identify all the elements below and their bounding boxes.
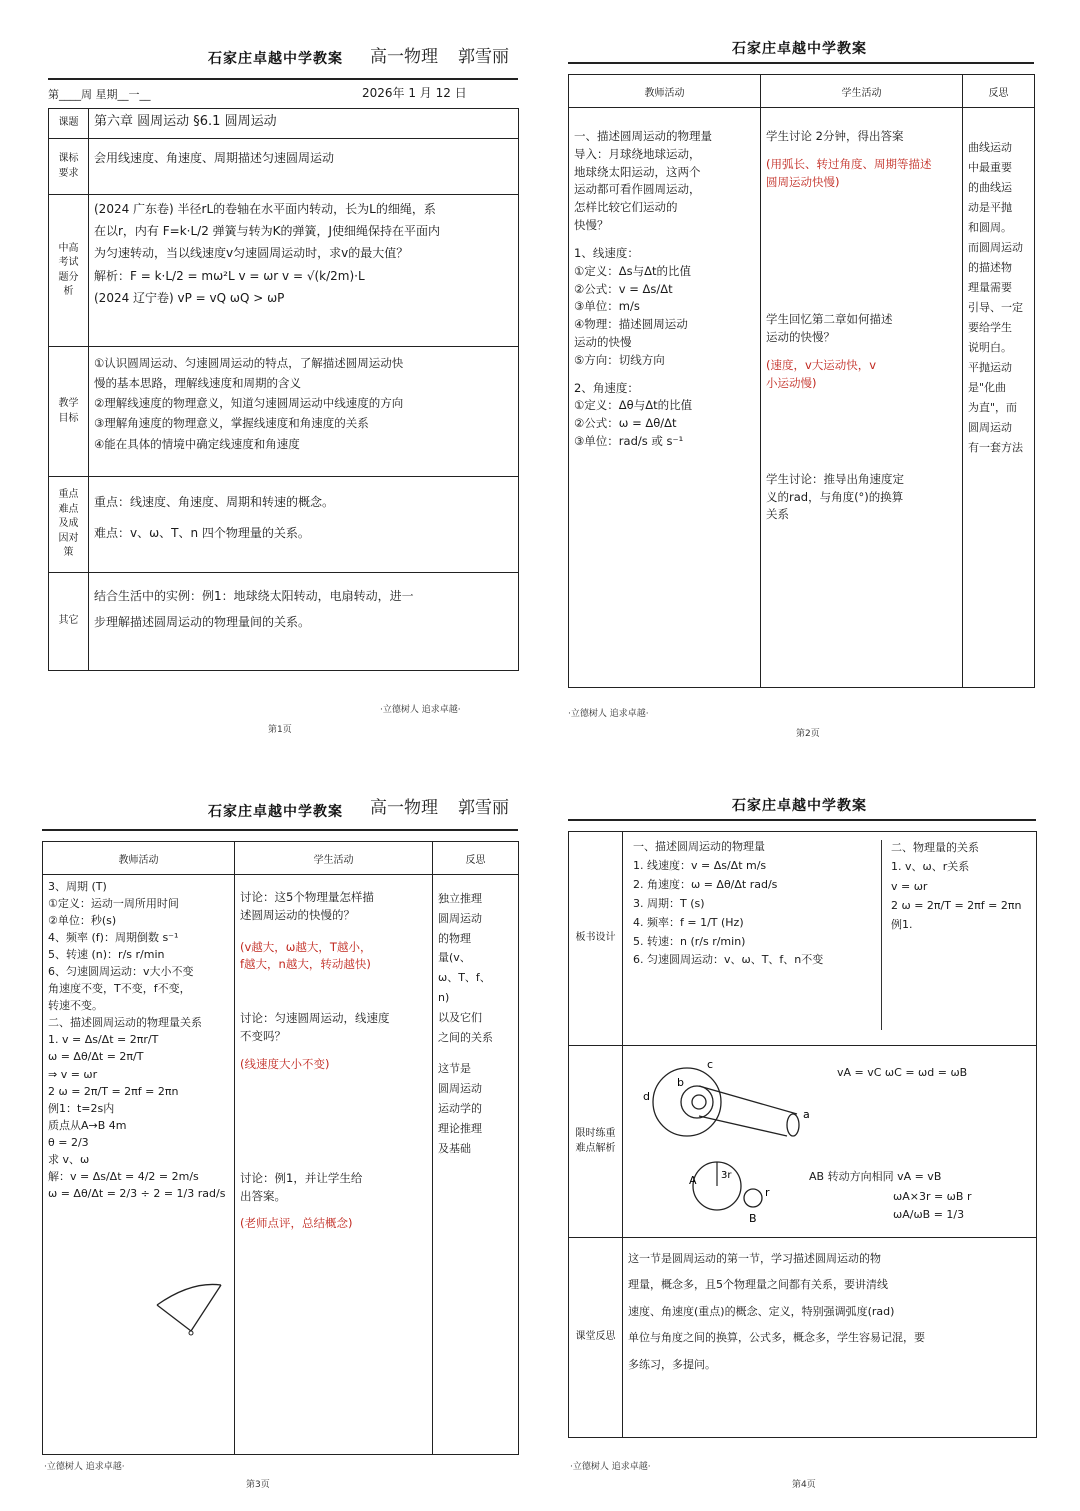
board-line: 一、描述圆周运动的物理量: [633, 840, 765, 853]
reflection-line: 理论推理: [438, 1121, 482, 1135]
student-line: 义的rad，与角度(°)的换算: [766, 489, 904, 504]
teacher-line: 运动的快慢: [574, 334, 632, 349]
page-title: 石家庄卓越中学教案: [732, 798, 867, 814]
inner-wheel: [681, 1086, 713, 1118]
teacher-line: ⑤方向：切线方向: [574, 352, 665, 367]
reflection-line: 多练习，多提问。: [628, 1357, 716, 1371]
student-line: 讨论：例1，并让学生给: [240, 1170, 363, 1185]
reflection-line: 平抛运动: [968, 361, 1012, 375]
teacher-line: ⇒ v = ωr: [48, 1067, 98, 1081]
objective-line: ③理解角速度的物理意义，掌握线速度和角速度的关系: [94, 416, 369, 431]
student-answer-line: (速度，v大运动快，v: [766, 358, 877, 373]
signature-course: 高一物理: [370, 47, 438, 67]
teacher-line: 地球绕太阳运动，这两个: [574, 164, 701, 179]
footer-motto: ·立德树人 追求卓越·: [570, 1462, 651, 1472]
signature-course: 高一物理: [370, 798, 438, 818]
key-point-line: 重点：线速度、角速度、周期和转速的概念。: [94, 495, 335, 509]
reflection-line: 运动学的: [438, 1101, 482, 1115]
label-d: d: [643, 1090, 650, 1103]
board-line: 4. 频率：f = 1/T (Hz): [633, 915, 744, 929]
student-line: 不变吗？: [240, 1029, 286, 1044]
teacher-line: 2 ω = 2π/T = 2πf = 2πn: [48, 1084, 179, 1098]
page-title: 石家庄卓越中学教案: [208, 51, 343, 67]
teacher-line: 二、描述圆周运动的物理量关系: [48, 1016, 202, 1030]
label-3r: 3r: [721, 1170, 732, 1181]
teacher-line: 3、周期 (T): [48, 880, 107, 893]
reflection-line: 动是平抛: [968, 201, 1012, 215]
teacher-line: 导入：月球绕地球运动，: [574, 146, 701, 161]
reflection-line: 的曲线运: [968, 181, 1012, 195]
lesson-plan-page-4: [560, 775, 1040, 1495]
teacher-line: 求 v、ω: [48, 1152, 90, 1166]
row-label: 课堂反思: [569, 1238, 623, 1438]
reflection-line: 速度、角速度(重点)的概念、定义，特别强调弧度(rad): [628, 1304, 895, 1318]
reflection-line: 单位与角度之间的换算，公式多，概念多，学生容易记混，要: [628, 1331, 925, 1345]
objective-line: 慢的基本思路，理解线速度和周期的含义: [94, 376, 301, 391]
reflection-line: 圆周运动: [438, 911, 482, 925]
reflection-line: 说明白。: [968, 341, 1012, 355]
exam-line: (2024 广东卷) 半径rL的卷轴在水平面内转动，长为L的细绳，系: [94, 202, 436, 216]
footer-motto: ·立德树人 追求卓越·: [44, 1462, 125, 1472]
student-line: 讨论：这5个物理量怎样描: [240, 890, 374, 904]
drill-equation: ωA×3r = ωB r: [893, 1190, 972, 1203]
student-line: 运动的快慢？: [766, 330, 835, 345]
exam-line: 解析：F = k·L/2 = mω²L v = ωr v = √(k/2m)·L: [94, 268, 365, 283]
week-line: 第____周 星期__一__: [48, 88, 151, 101]
teacher-line: ③单位：m/s: [574, 299, 640, 314]
student-answer-line: (线速度大小不变): [240, 1056, 330, 1071]
belt-top: [699, 1086, 797, 1114]
title-rule: [48, 78, 518, 80]
signature-name: 郭雪丽: [458, 798, 509, 818]
row-label: 板书设计: [569, 832, 623, 1046]
label-B: B: [749, 1212, 757, 1225]
reflection-line: 有一套方法: [968, 441, 1023, 455]
reflection-line: 和圆周。: [968, 221, 1012, 235]
reflection-line: 理量，概念多，且5个物理量之间都有关系，要讲清线: [628, 1278, 888, 1292]
student-line: 学生讨论：推导出角速度定: [766, 471, 904, 486]
board-table: [568, 831, 1037, 1438]
row-label: 课标要求: [49, 139, 89, 195]
reflection-line: 引导、一定: [968, 301, 1023, 315]
teacher-line: 6、匀速圆周运动：v大小不变: [48, 965, 194, 979]
page-title: 石家庄卓越中学教案: [732, 41, 867, 57]
student-line: 讨论：匀速圆周运动，线速度: [240, 1011, 390, 1026]
teacher-line: 运动都可看作圆周运动，: [574, 182, 701, 197]
student-answer-line: (用弧长、转过角度、周期等描述: [766, 156, 932, 171]
board-line: v = ωr: [891, 879, 928, 893]
reflection-line: 而圆周运动: [968, 241, 1023, 255]
reflection-line: 及基础: [438, 1141, 471, 1155]
teacher-line: 1. v = Δs/Δt = 2πr/T: [48, 1033, 159, 1047]
key-point-line: 难点：v、ω、T、n 四个物理量的关系。: [94, 526, 310, 541]
page-title: 石家庄卓越中学教案: [208, 804, 343, 820]
lesson-plan-page-1: [40, 20, 530, 740]
arc-path: [157, 1284, 221, 1305]
reflection-line: n): [438, 990, 450, 1004]
student-line: 学生回忆第二章如何描述: [766, 312, 893, 327]
teacher-line: ②单位：秒(s): [48, 914, 117, 928]
teacher-line: θ = 2/3: [48, 1135, 89, 1149]
belt-bottom: [699, 1116, 787, 1136]
other-line: 结合生活中的实例：例1：地球绕太阳转动，电扇转动，进一: [94, 589, 414, 603]
reflection-line: 独立推理: [438, 892, 482, 905]
reflection-line: ω、T、f、: [438, 971, 491, 985]
title-rule: [568, 62, 1034, 64]
teacher-line: ω = Δθ/Δt = 2π/T: [48, 1050, 144, 1064]
teacher-line: 2、角速度：: [574, 380, 639, 395]
reflection-line: 是"化曲: [968, 381, 1007, 395]
board-divider: [881, 840, 882, 1030]
teacher-line: 一、描述圆周运动的物理量: [574, 129, 712, 143]
teacher-line: 转速不变。: [48, 999, 103, 1013]
standard-line: 会用线速度、角速度、周期描述匀速圆周运动: [94, 151, 335, 165]
teacher-line: 快慢？: [574, 218, 609, 233]
board-line: 例1.: [891, 918, 913, 931]
reflection-line: 的描述物: [968, 261, 1012, 275]
other-line: 步理解描述圆周运动的物理量间的关系。: [94, 615, 311, 630]
activity-table: [42, 841, 519, 1455]
label-r: r: [765, 1186, 770, 1199]
board-line: 2. 角速度：ω = Δθ/Δt rad/s: [633, 877, 778, 891]
center-point: [189, 1331, 193, 1335]
date-line: 2026年 1 月 12 日: [362, 86, 467, 100]
board-line: 1. v、ω、r关系: [891, 860, 970, 874]
small-pulley: [787, 1114, 799, 1136]
teacher-line: ②公式：v = Δs/Δt: [574, 281, 673, 296]
column-header: 教师活动: [43, 842, 235, 875]
objective-line: ②理解线速度的物理意义，知道匀速圆周运动中线速度的方向: [94, 396, 404, 411]
exam-line: 为匀速转动，当以线速度v匀速圆周运动时，求v的最大值？: [94, 246, 409, 261]
student-line: 学生讨论 2分钟，得出答案: [766, 129, 904, 143]
row-label: 教学目标: [49, 347, 89, 477]
page-number: 第4页: [792, 1480, 816, 1490]
label-A: A: [689, 1174, 697, 1187]
wheel-B: [744, 1189, 762, 1207]
reflection-line: 要给学生: [968, 321, 1012, 335]
reflection-line: 圆周运动: [968, 421, 1012, 435]
page-number: 第3页: [246, 1480, 270, 1490]
teacher-line: 角速度不变，T不变，f不变，: [48, 982, 191, 996]
board-line: 2 ω = 2π/T = 2πf = 2πn: [891, 898, 1022, 912]
objective-line: ①认识圆周运动、匀速圆周运动的特点，了解描述圆周运动快: [94, 356, 404, 370]
student-answer-line: f越大，n越大，转动越快): [240, 957, 371, 972]
reflection-line: 这节是: [438, 1062, 471, 1076]
reflection-line: 这一节是圆周运动的第一节，学习描述圆周运动的物: [628, 1252, 881, 1265]
row-label: 其它: [49, 573, 89, 671]
exam-line: 在以r，内有 F=k·L/2 弹簧与转为K的弹簧，J使细绳保持在平面内: [94, 224, 441, 239]
teacher-line: ②公式：ω = Δθ/Δt: [574, 416, 677, 431]
wheel-diagram: [637, 1056, 847, 1226]
student-line: 出答案。: [240, 1188, 286, 1203]
teacher-line: 解：v = Δs/Δt = 4/2 = 2m/s: [48, 1169, 199, 1183]
row-label: 课题: [49, 109, 89, 139]
reflection-line: 的物理: [438, 931, 471, 945]
objective-line: ④能在具体的情境中确定线速度和角速度: [94, 436, 300, 451]
student-line: 关系: [766, 507, 789, 522]
reflection-line: 以及它们: [438, 1010, 482, 1024]
board-line: 3. 周期：T (s): [633, 896, 705, 910]
teacher-line: 5、转速 (n)：r/s r/min: [48, 948, 165, 962]
student-answer-line: (老师点评，总结概念): [240, 1216, 353, 1231]
label-b: b: [677, 1076, 684, 1089]
row-label: 中高考试题分析: [49, 195, 89, 347]
radius-line: [191, 1285, 221, 1331]
teacher-line: 质点从A→B 4m: [48, 1118, 127, 1132]
title-rule: [568, 819, 1036, 821]
teacher-line: 例1：t=2s内: [48, 1101, 115, 1115]
column-header: 学生活动: [761, 75, 963, 108]
drill-equation: ωA/ωB = 1/3: [893, 1208, 965, 1221]
column-header: 学生活动: [235, 842, 433, 875]
lesson-info-table: [48, 108, 519, 671]
title-rule: [42, 829, 518, 831]
board-line: 6. 匀速圆周运动：v、ω、T、f、n不变: [633, 953, 824, 967]
teacher-line: 4、频率 (f)：周期倒数 s⁻¹: [48, 931, 179, 945]
activity-table: [568, 74, 1035, 688]
page-number: 第1页: [268, 725, 292, 735]
outer-wheel: [653, 1068, 721, 1136]
reflection-line: 曲线运动: [968, 141, 1012, 154]
drill-equation: AB 转动方向相同 vA = vB: [809, 1170, 942, 1183]
board-line: 二、物理量的关系: [891, 841, 979, 854]
student-answer-line: 圆周运动快慢): [766, 174, 840, 189]
board-line: 5. 转速：n (r/s r/min): [633, 934, 746, 948]
page-number: 第2页: [796, 729, 820, 739]
axle: [692, 1095, 706, 1109]
teacher-line: ③单位：rad/s 或 s⁻¹: [574, 434, 684, 448]
teacher-line: 怎样比较它们运动的: [574, 200, 678, 215]
teacher-line: ④物理：描述圆周运动: [574, 317, 688, 332]
student-answer-line: 小运动慢): [766, 375, 817, 390]
teacher-line: ①定义：Δθ与Δt的比值: [574, 398, 693, 413]
drill-equation: vA = vC ωC = ωd = ωB: [837, 1066, 968, 1079]
topic-line: 第六章 圆周运动 §6.1 圆周运动: [94, 114, 277, 129]
reflection-line: 之间的关系: [438, 1030, 493, 1044]
column-header: 反思: [963, 75, 1035, 108]
student-answer-line: (v越大，ω越大，T越小，: [240, 939, 372, 954]
signature-name: 郭雪丽: [458, 47, 509, 67]
footer-motto: ·立德树人 追求卓越·: [568, 709, 649, 719]
reflection-line: 圆周运动: [438, 1082, 482, 1096]
row-label: 重点难点及成因对策: [49, 477, 89, 573]
label-a: a: [803, 1108, 810, 1121]
reflection-line: 中最重要: [968, 161, 1012, 175]
radius-line: [157, 1305, 191, 1331]
reflection-line: 量(v、: [438, 951, 471, 965]
reflection-line: 为直"，而: [968, 401, 1018, 415]
column-header: 教师活动: [569, 75, 761, 108]
reflection-line: 理量需要: [968, 281, 1012, 295]
lesson-plan-page-3: [40, 775, 530, 1495]
label-c: c: [707, 1058, 714, 1071]
teacher-line: ω = Δθ/Δt = 2/3 ÷ 2 = 1/3 rad/s: [48, 1186, 226, 1200]
exam-line: (2024 辽宁卷) vP = vQ ωQ > ωP: [94, 290, 285, 305]
footer-motto: ·立德树人 追求卓越·: [380, 705, 461, 715]
row-label: 限时练重难点解析: [569, 1046, 623, 1238]
teacher-line: ①定义：Δs与Δt的比值: [574, 263, 692, 278]
lesson-plan-page-2: [560, 20, 1040, 740]
student-line: 述圆周运动的快慢的？: [240, 907, 355, 922]
column-header: 反思: [433, 842, 519, 875]
teacher-line: ①定义：运动一周所用时间: [48, 897, 179, 911]
board-line: 1. 线速度：v = Δs/Δt m/s: [633, 858, 767, 872]
teacher-line: 1、线速度：: [574, 245, 639, 260]
arc-diagram: [151, 1277, 229, 1339]
